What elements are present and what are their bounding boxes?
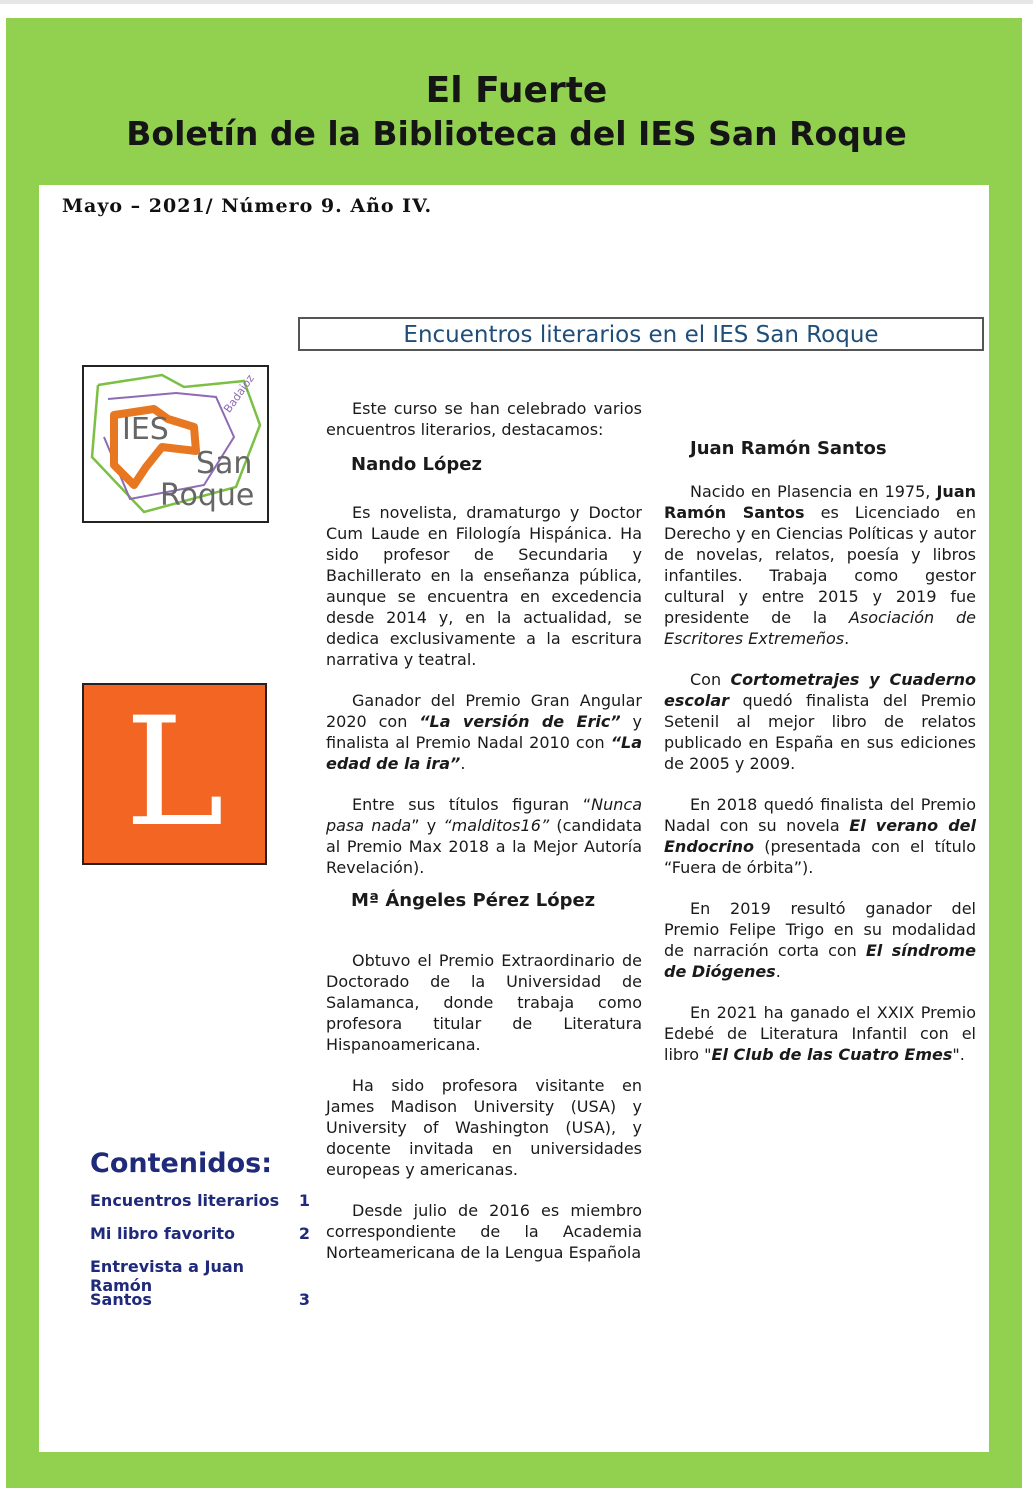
juan-paragraph-1: Nacido en Plasencia en 1975, Juan Ramón Santos es Licenciado en Derecho y en Ciencias Políticas y autor de novelas, relatos, poesía y libros infantiles. Trabaja como gestor cultural y entre 2015 y 2019 fue presidente de la Asociación de Escritores Extremeños. [664,482,976,648]
logo-text-roque: Roque [160,478,255,513]
article-column-2 [664,438,976,1065]
logo-text-badajoz: Badajoz [221,372,257,416]
article-column-1 [326,398,642,1263]
angeles-paragraph-1: Obtuvo el Premio Extraordinario de Doctorado de la Universidad de Salamanca, donde trabaja como profesora titular de Literatura Hispanoamericana. [326,951,642,1054]
juan-paragraph-4: En 2019 resultó ganador del Premio Felipe Trigo en su modalidad de narración corta con El síndrome de Diógenes. [664,899,976,981]
toc-item-page: 1 [298,1191,310,1210]
juan-paragraph-2: Con Cortometrajes y Cuaderno escolar quedó finalista del Premio Setenil al mejor libro de relatos publicado en España en sus ediciones de 2005 y 2009. [664,670,976,773]
toc-item-label: Santos [90,1290,152,1309]
angeles-heading: Mª Ángeles Pérez López [351,890,596,911]
juan-heading: Juan Ramón Santos [690,438,887,459]
initial-letter-box [82,683,267,865]
juan-paragraph-5: En 2021 ha ganado el XXIX Premio Edebé de Literatura Infantil con el libro "El Club de las Cuatro Emes". [664,1003,976,1064]
toc-item-page: 3 [298,1290,310,1309]
newsletter-title: El Fuerte [425,70,608,111]
nando-paragraph-2: Ganador del Premio Gran Angular 2020 con “La versión de Eric” y finalista al Premio Nadal 2010 con “La edad de la ira”. [326,691,642,773]
toc-item-label: Mi libro favorito [90,1224,236,1243]
toc-item-page: 2 [298,1224,310,1243]
angeles-paragraph-2: Ha sido profesora visitante en James Madison University (USA) y University of Washington (USA), y docente invitada en universidades europeas y americanas. [326,1076,642,1179]
school-logo [82,365,269,523]
logo-text-ies: IES [122,412,169,447]
table-of-contents [90,1148,310,1323]
toc-item[interactable] [90,1290,310,1323]
top-edge [0,0,1033,4]
angeles-paragraph-3: Desde julio de 2016 es miembro correspondiente de la Academia Norteamericana de la Lengua Española [326,1201,642,1262]
school-logo-graphic [84,367,267,521]
toc-title: Contenidos: [90,1148,273,1179]
newsletter-subtitle: Boletín de la Biblioteca del IES San Roque [126,114,907,153]
toc-item-label: Encuentros literarios [90,1191,280,1210]
nando-paragraph-1: Es novelista, dramaturgo y Doctor Cum Laude en Filología Hispánica. Ha sido profesor de Secundaria y Bachillerato en la enseñanza pública, aunque se encuentra en excedencia desde 2014 y, en la actualidad, se dedica exclusivamente a la escritura narrativa y teatral. [326,503,642,669]
initial-letter: L [124,686,225,860]
toc-item[interactable] [90,1191,310,1224]
toc-item[interactable] [90,1257,310,1295]
toc-item-label: Entrevista a Juan Ramón [90,1257,245,1295]
nando-paragraph-3: Entre sus títulos figuran “Nunca pasa nada” y “malditos16” (candidata al Premio Max 2018 a la Mejor Autoría Revelación). [326,795,642,877]
section-banner: Encuentros literarios en el IES San Roque [298,317,984,351]
juan-paragraph-3: En 2018 quedó finalista del Premio Nadal con su novela El verano del Endocrino (presentada con el título “Fuera de órbita”). [664,795,977,877]
nando-heading: Nando López [351,454,482,475]
toc-item[interactable] [90,1224,310,1257]
logo-text-san: San [196,446,253,481]
issue-line: Mayo – 2021/ Número 9. Año IV. [62,195,433,217]
article-intro: Este curso se han celebrado varios encuentros literarios, destacamos: [326,399,642,439]
